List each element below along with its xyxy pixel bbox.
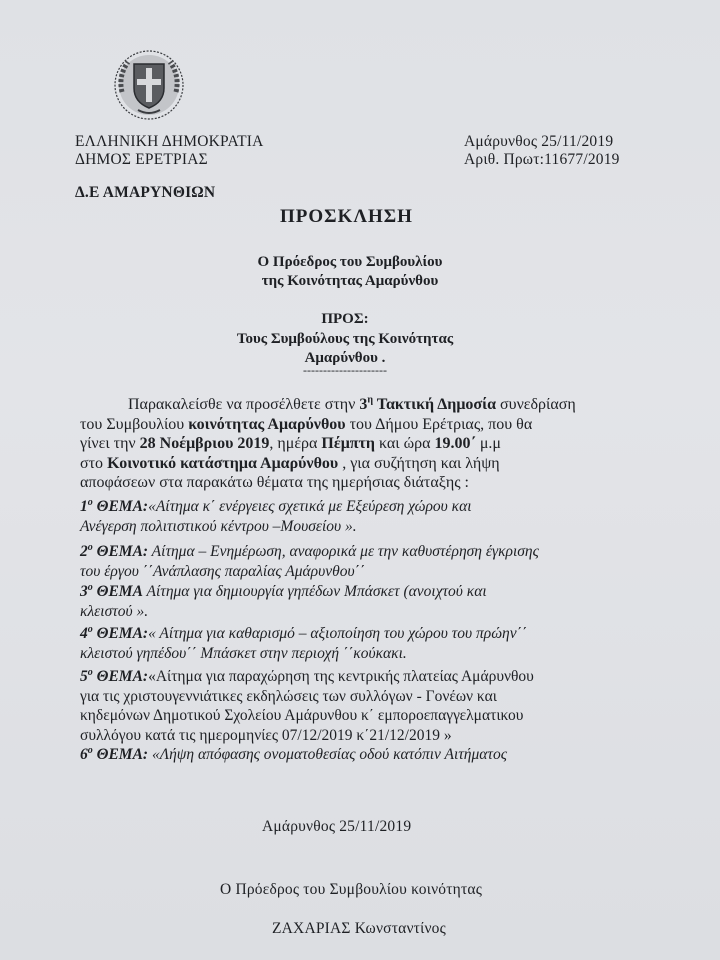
topic-number-sup: ο xyxy=(87,744,93,756)
topic-label: ΘΕΜΑ xyxy=(92,583,143,600)
protocol-number: Αριθ. Πρωτ:11677/2019 xyxy=(464,151,620,168)
topic-number: 2 xyxy=(80,543,88,560)
greek-coat-of-arms-icon xyxy=(112,48,186,122)
signer-name: ΖΑΧΑΡΙΑΣ Κωνσταντίνος xyxy=(272,920,446,937)
topic-text: συλλόγου κατά τις ημερομηνίες 07/12/2019 κ΄21/12/2019 » xyxy=(80,726,452,744)
intro-text: και ώρα xyxy=(375,435,435,453)
agenda-topic-5 xyxy=(80,667,626,745)
topic-number: 5 xyxy=(80,668,88,685)
session-number-sup: η xyxy=(367,394,374,406)
topic-label: ΘΕΜΑ: xyxy=(92,543,149,560)
topic-number-sup: ο xyxy=(87,541,93,553)
topic-number: 3 xyxy=(80,583,88,600)
intro-text: , ημέρα xyxy=(269,435,322,453)
topic-number-sup: ο xyxy=(87,623,93,635)
intro-text: αποφάσεων στα παρακάτω θέματα της ημερήσιας διάταξης : xyxy=(80,474,469,492)
intro-text: Παρακαλείσθε να προσέλθετε στην xyxy=(128,396,360,413)
topic-number-sup: ο xyxy=(87,581,93,593)
to-line-1: Τους Συμβούλους της Κοινότητας xyxy=(236,331,454,347)
municipality-name: ΔΗΜΟΣ ΕΡΕΤΡΙΑΣ xyxy=(75,151,208,168)
topic-number-sup: ο xyxy=(87,496,93,508)
intro-text: , για συζήτηση και λήψη xyxy=(338,454,500,472)
topic-text: Αίτημα για δημιουργία γηπέδων Μπάσκετ (ανοιχτού και xyxy=(142,583,487,600)
intro-text: του Συμβουλίου xyxy=(80,415,189,433)
footer-place-date: Αμάρυνθος 25/11/2019 xyxy=(262,818,412,835)
topic-text: κλειστού ». xyxy=(80,602,149,620)
session-number: 3 xyxy=(359,396,368,413)
agenda-topic-3 xyxy=(80,582,626,621)
agenda-topic-1 xyxy=(80,497,626,536)
intro-text: του Δήμου Ερέτριας, που θα xyxy=(345,415,533,433)
topic-text: « Αίτημα για καθαρισμό – αξιοποίηση του χώρου του πρώην΄΄ xyxy=(148,625,527,642)
topic-text: κηδεμόνων Δημοτικού Σχολείου Αμάρυνθου κ΄ εμποροεπαγγελματικου xyxy=(80,707,524,725)
to-label: ΠΡΟΣ: xyxy=(321,311,369,327)
topic-number: 4 xyxy=(80,625,88,642)
topic-text: Ανέγερση πολιτιστικού κέντρου –Μουσείου ». xyxy=(80,517,357,535)
topic-number-sup: ο xyxy=(87,666,93,678)
topic-text: για τις χριστουγεννιάτικες εκδηλώσεις των συλλόγων - Γονέων και xyxy=(80,687,497,705)
topic-label: ΘΕΜΑ: xyxy=(92,498,149,515)
org-name: ΕΛΛΗΝΙΚΗ ΔΗΜΟΚΡΑΤΙΑ xyxy=(75,133,264,150)
meeting-venue: Κοινοτικό κατάστημα Αμαρύνθου xyxy=(107,454,339,472)
meeting-time: 19.00΄ xyxy=(434,435,476,453)
from-line-1: Ο Πρόεδρος του Συμβουλίου xyxy=(257,254,443,270)
from-line-2: της Κοινότητας Αμαρύνθου xyxy=(261,273,439,289)
topic-text: Αίτημα – Ενημέρωση, αναφορικά με την καθυστέρηση έγκρισης xyxy=(148,543,539,560)
agenda-topic-2 xyxy=(80,542,626,581)
topic-text: «Αίτημα για παραχώρηση της κεντρικής πλατείας Αμάρυνθου xyxy=(148,668,534,685)
intro-paragraph xyxy=(80,395,626,493)
community-name: κοινότητας Αμαρύνθου xyxy=(188,415,346,433)
topic-label: ΘΕΜΑ: xyxy=(92,625,149,642)
topic-number: 1 xyxy=(80,498,88,515)
meeting-day: Πέμπτη xyxy=(321,435,375,453)
session-type: Τακτική Δημοσία xyxy=(373,396,497,413)
topic-number: 6 xyxy=(80,746,88,763)
to-separator: --------------------- xyxy=(303,363,387,377)
topic-text: «Αίτημα κ΄ ενέργειες σχετικά με Εξεύρεση χώρου και xyxy=(148,498,472,515)
meeting-date: 28 Νοέμβριου 2019 xyxy=(139,435,270,453)
topic-text: «Λήψη απόφασης ονοματοθεσίας οδού κατόπιν Αιτήματος xyxy=(148,746,507,763)
agenda-topic-6 xyxy=(80,745,626,765)
intro-text: γίνει την xyxy=(80,435,140,453)
intro-text: συνεδρίαση xyxy=(496,396,576,413)
topic-label: ΘΕΜΑ: xyxy=(92,746,149,763)
document-title: ΠΡΟΣΚΛΗΣΗ xyxy=(280,206,413,227)
intro-text: μ.μ xyxy=(475,435,501,453)
intro-text: στο xyxy=(80,454,108,472)
department-name: Δ.Ε ΑΜΑΡΥΝΘΙΩΝ xyxy=(75,184,216,201)
agenda-topic-4 xyxy=(80,624,626,663)
topic-text: κλειστού γηπέδου΄΄ Μπάσκετ στην περιοχή ΄΄κούκακι. xyxy=(80,644,407,662)
topic-text: του έργου ΄΄Ανάπλασης παραλίας Αμάρυνθου΄΄ xyxy=(80,562,365,580)
signer-title: Ο Πρόεδρος του Συμβουλίου κοινότητας xyxy=(220,881,483,898)
header-place-date: Αμάρυνθος 25/11/2019 xyxy=(464,133,614,150)
topic-label: ΘΕΜΑ: xyxy=(92,668,149,685)
to-line-2: Αμαρύνθου . xyxy=(304,350,386,366)
